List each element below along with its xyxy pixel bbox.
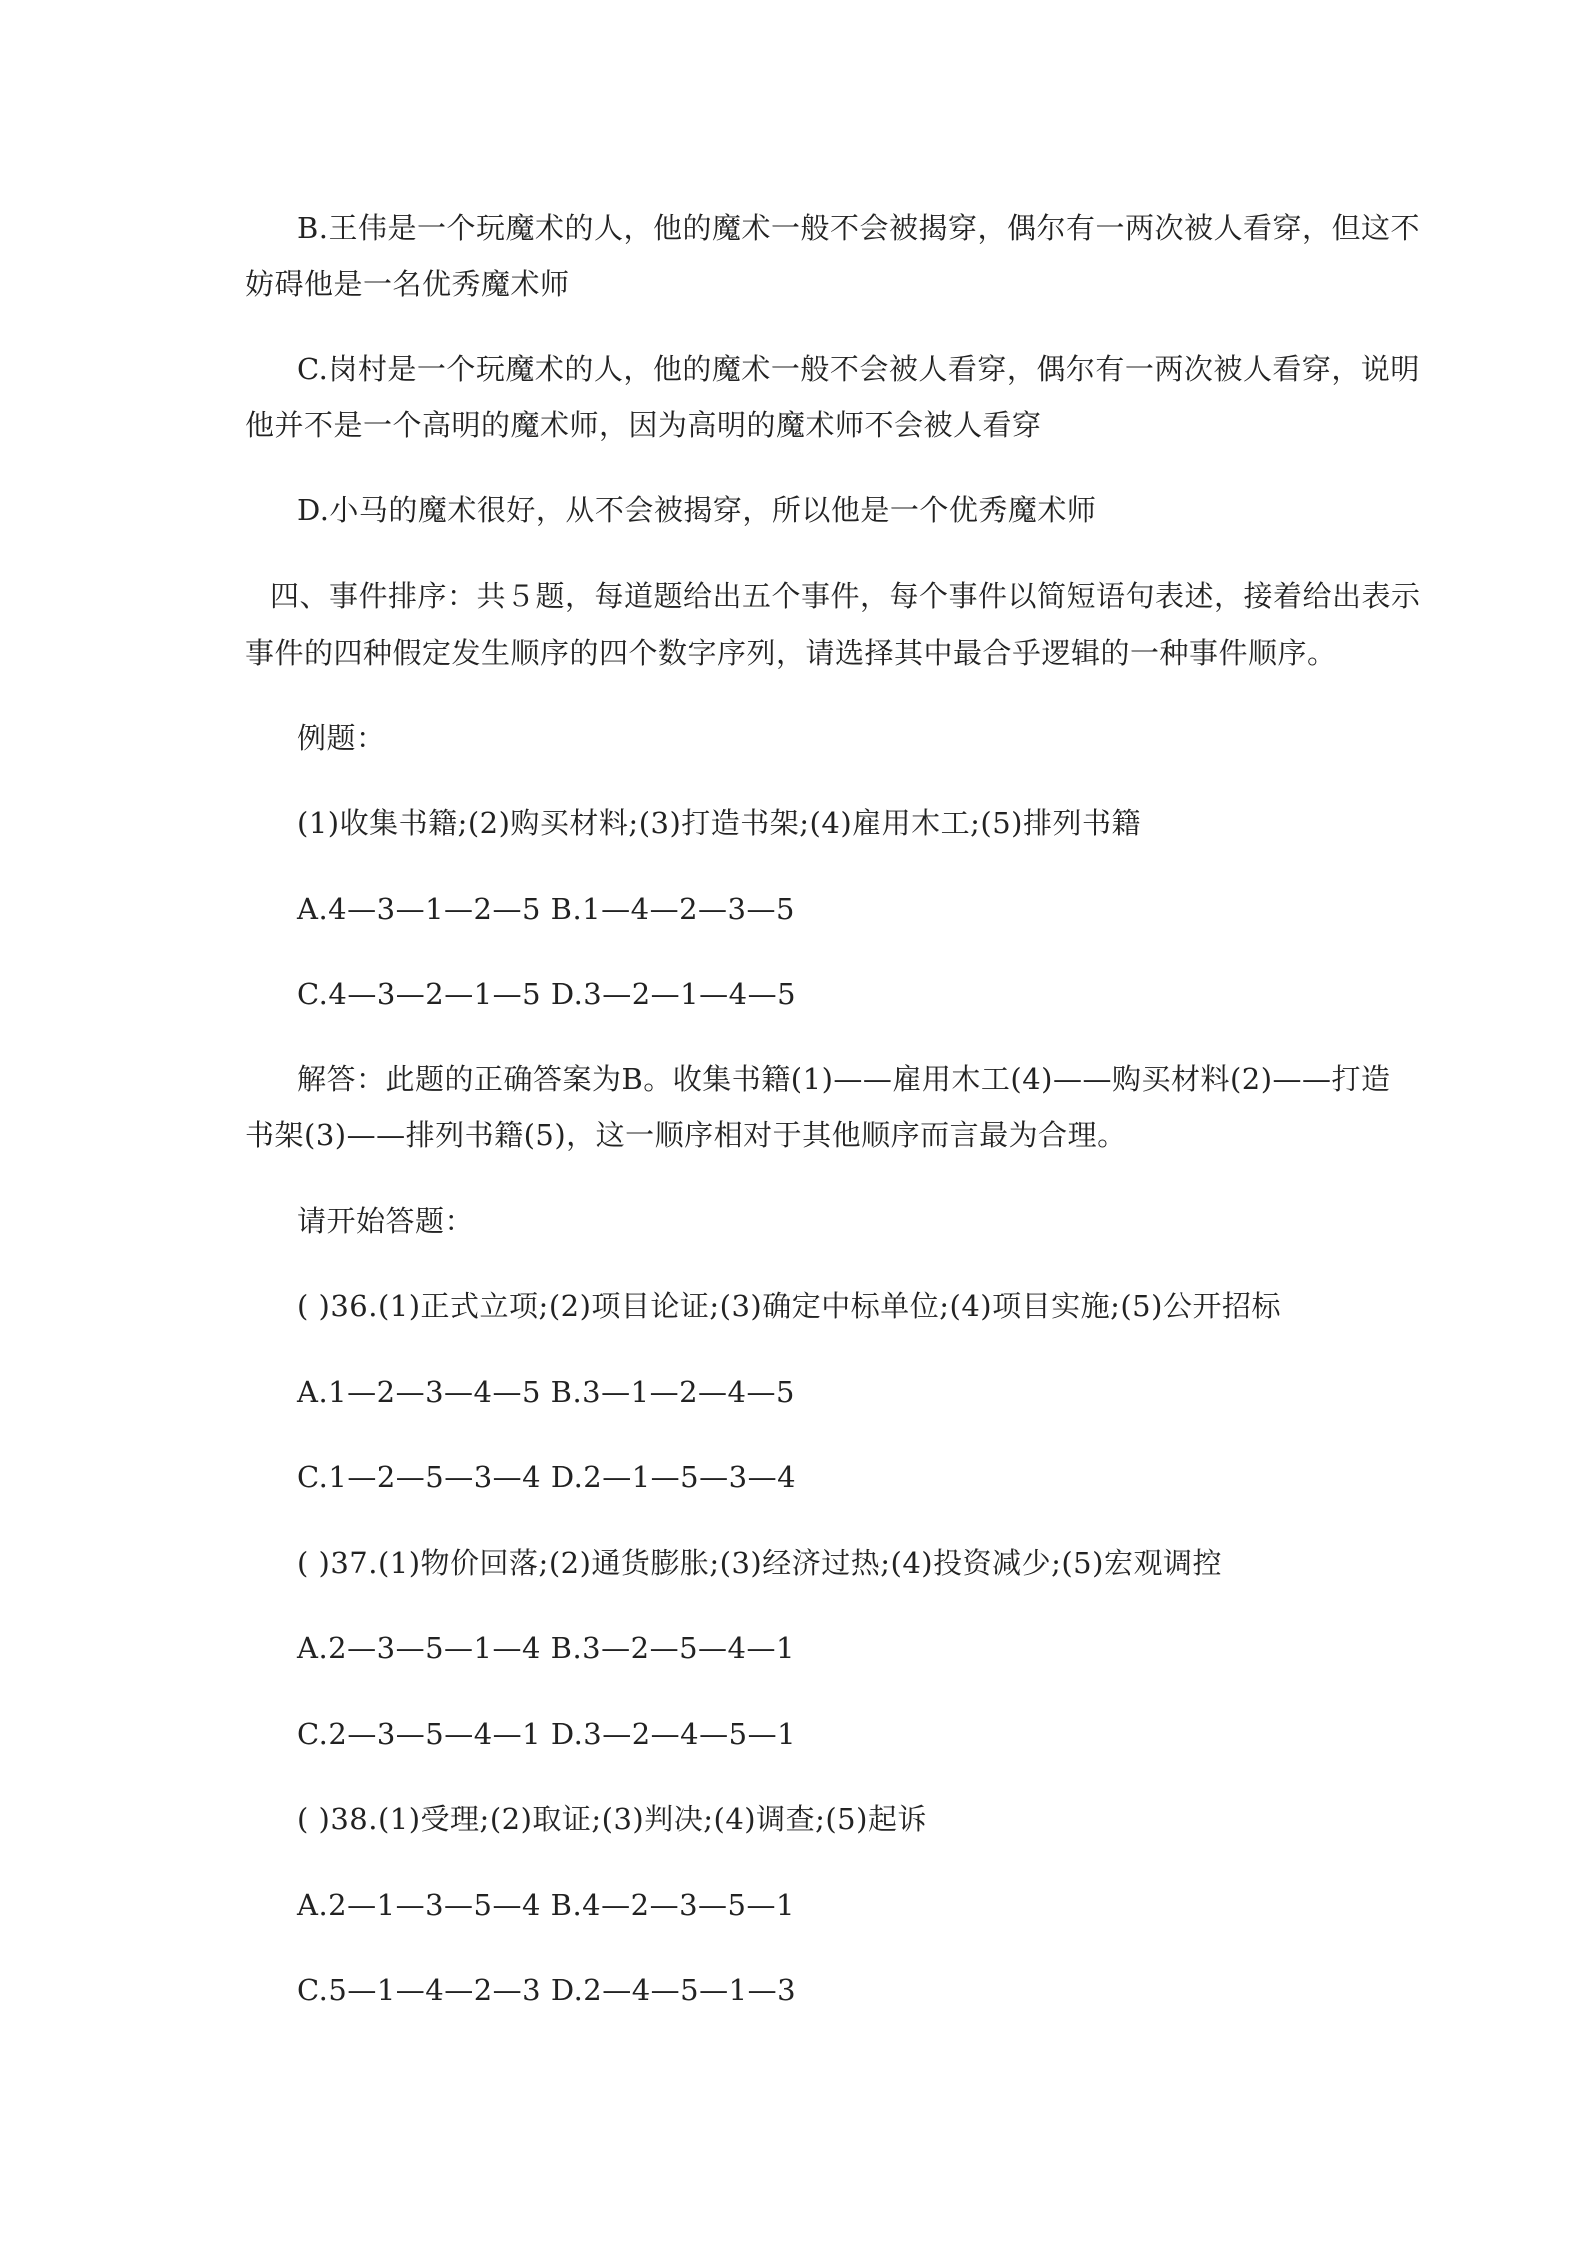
option-c-line-2: 他并不是一个高明的魔术师，因为高明的魔术师不会被人看穿 bbox=[245, 408, 1042, 442]
section-heading-line-1: 四、事件排序：共５题，每道题给出五个事件，每个事件以简短语句表述，接着给出表示 bbox=[270, 579, 1421, 613]
question-38-events: ( )38.(1)受理;(2)取证;(3)判决;(4)调查;(5)起诉 bbox=[297, 1802, 927, 1836]
question-37-options-ab: A.2—3—5—1—4 B.3—2—5—4—1 bbox=[297, 1631, 795, 1665]
question-37-events: ( )37.(1)物价回落;(2)通货膨胀;(3)经济过热;(4)投资减少;(5)宏观调控 bbox=[297, 1546, 1222, 1580]
example-events: (1)收集书籍;(2)购买材料;(3)打造书架;(4)雇用木工;(5)排列书籍 bbox=[297, 806, 1141, 840]
question-38-options-ab: A.2—1—3—5—4 B.4—2—3—5—1 bbox=[297, 1888, 795, 1922]
section-heading-line-2: 事件的四种假定发生顺序的四个数字序列，请选择其中最合乎逻辑的一种事件顺序。 bbox=[245, 636, 1337, 670]
option-d: D.小马的魔术很好，从不会被揭穿，所以他是一个优秀魔术师 bbox=[297, 493, 1097, 527]
question-37-options-cd: C.2—3—5—4—1 D.3—2—4—5—1 bbox=[297, 1717, 797, 1751]
example-options-ab: A.4—3—1—2—5 B.1—4—2—3—5 bbox=[297, 892, 795, 926]
answer-line-1: 解答：此题的正确答案为B。收集书籍(1)——雇用木工(4)——购买材料(2)——打造 bbox=[297, 1062, 1391, 1096]
example-options-cd: C.4—3—2—1—5 D.3—2—1—4—5 bbox=[297, 977, 797, 1011]
example-label: 例题： bbox=[297, 721, 386, 755]
question-36-events: ( )36.(1)正式立项;(2)项目论证;(3)确定中标单位;(4)项目实施;(5)公开招标 bbox=[297, 1289, 1281, 1323]
answer-line-2: 书架(3)——排列书籍(5)，这一顺序相对于其他顺序而言最为合理。 bbox=[245, 1118, 1127, 1152]
option-c-line-1: C.岗村是一个玩魔术的人，他的魔术一般不会被人看穿，偶尔有一两次被人看穿，说明 bbox=[297, 352, 1420, 386]
question-36-options-cd: C.1—2—5—3—4 D.2—1—5—3—4 bbox=[297, 1460, 797, 1494]
option-b-line-2: 妨碍他是一名优秀魔术师 bbox=[245, 267, 570, 301]
question-36-options-ab: A.1—2—3—4—5 B.3—1—2—4—5 bbox=[297, 1375, 795, 1409]
question-38-options-cd: C.5—1—4—2—3 D.2—4—5—1—3 bbox=[297, 1973, 797, 2007]
start-label: 请开始答题： bbox=[297, 1204, 475, 1238]
option-b-line-1: B.王伟是一个玩魔术的人，他的魔术一般不会被揭穿，偶尔有一两次被人看穿，但这不 bbox=[297, 211, 1421, 245]
